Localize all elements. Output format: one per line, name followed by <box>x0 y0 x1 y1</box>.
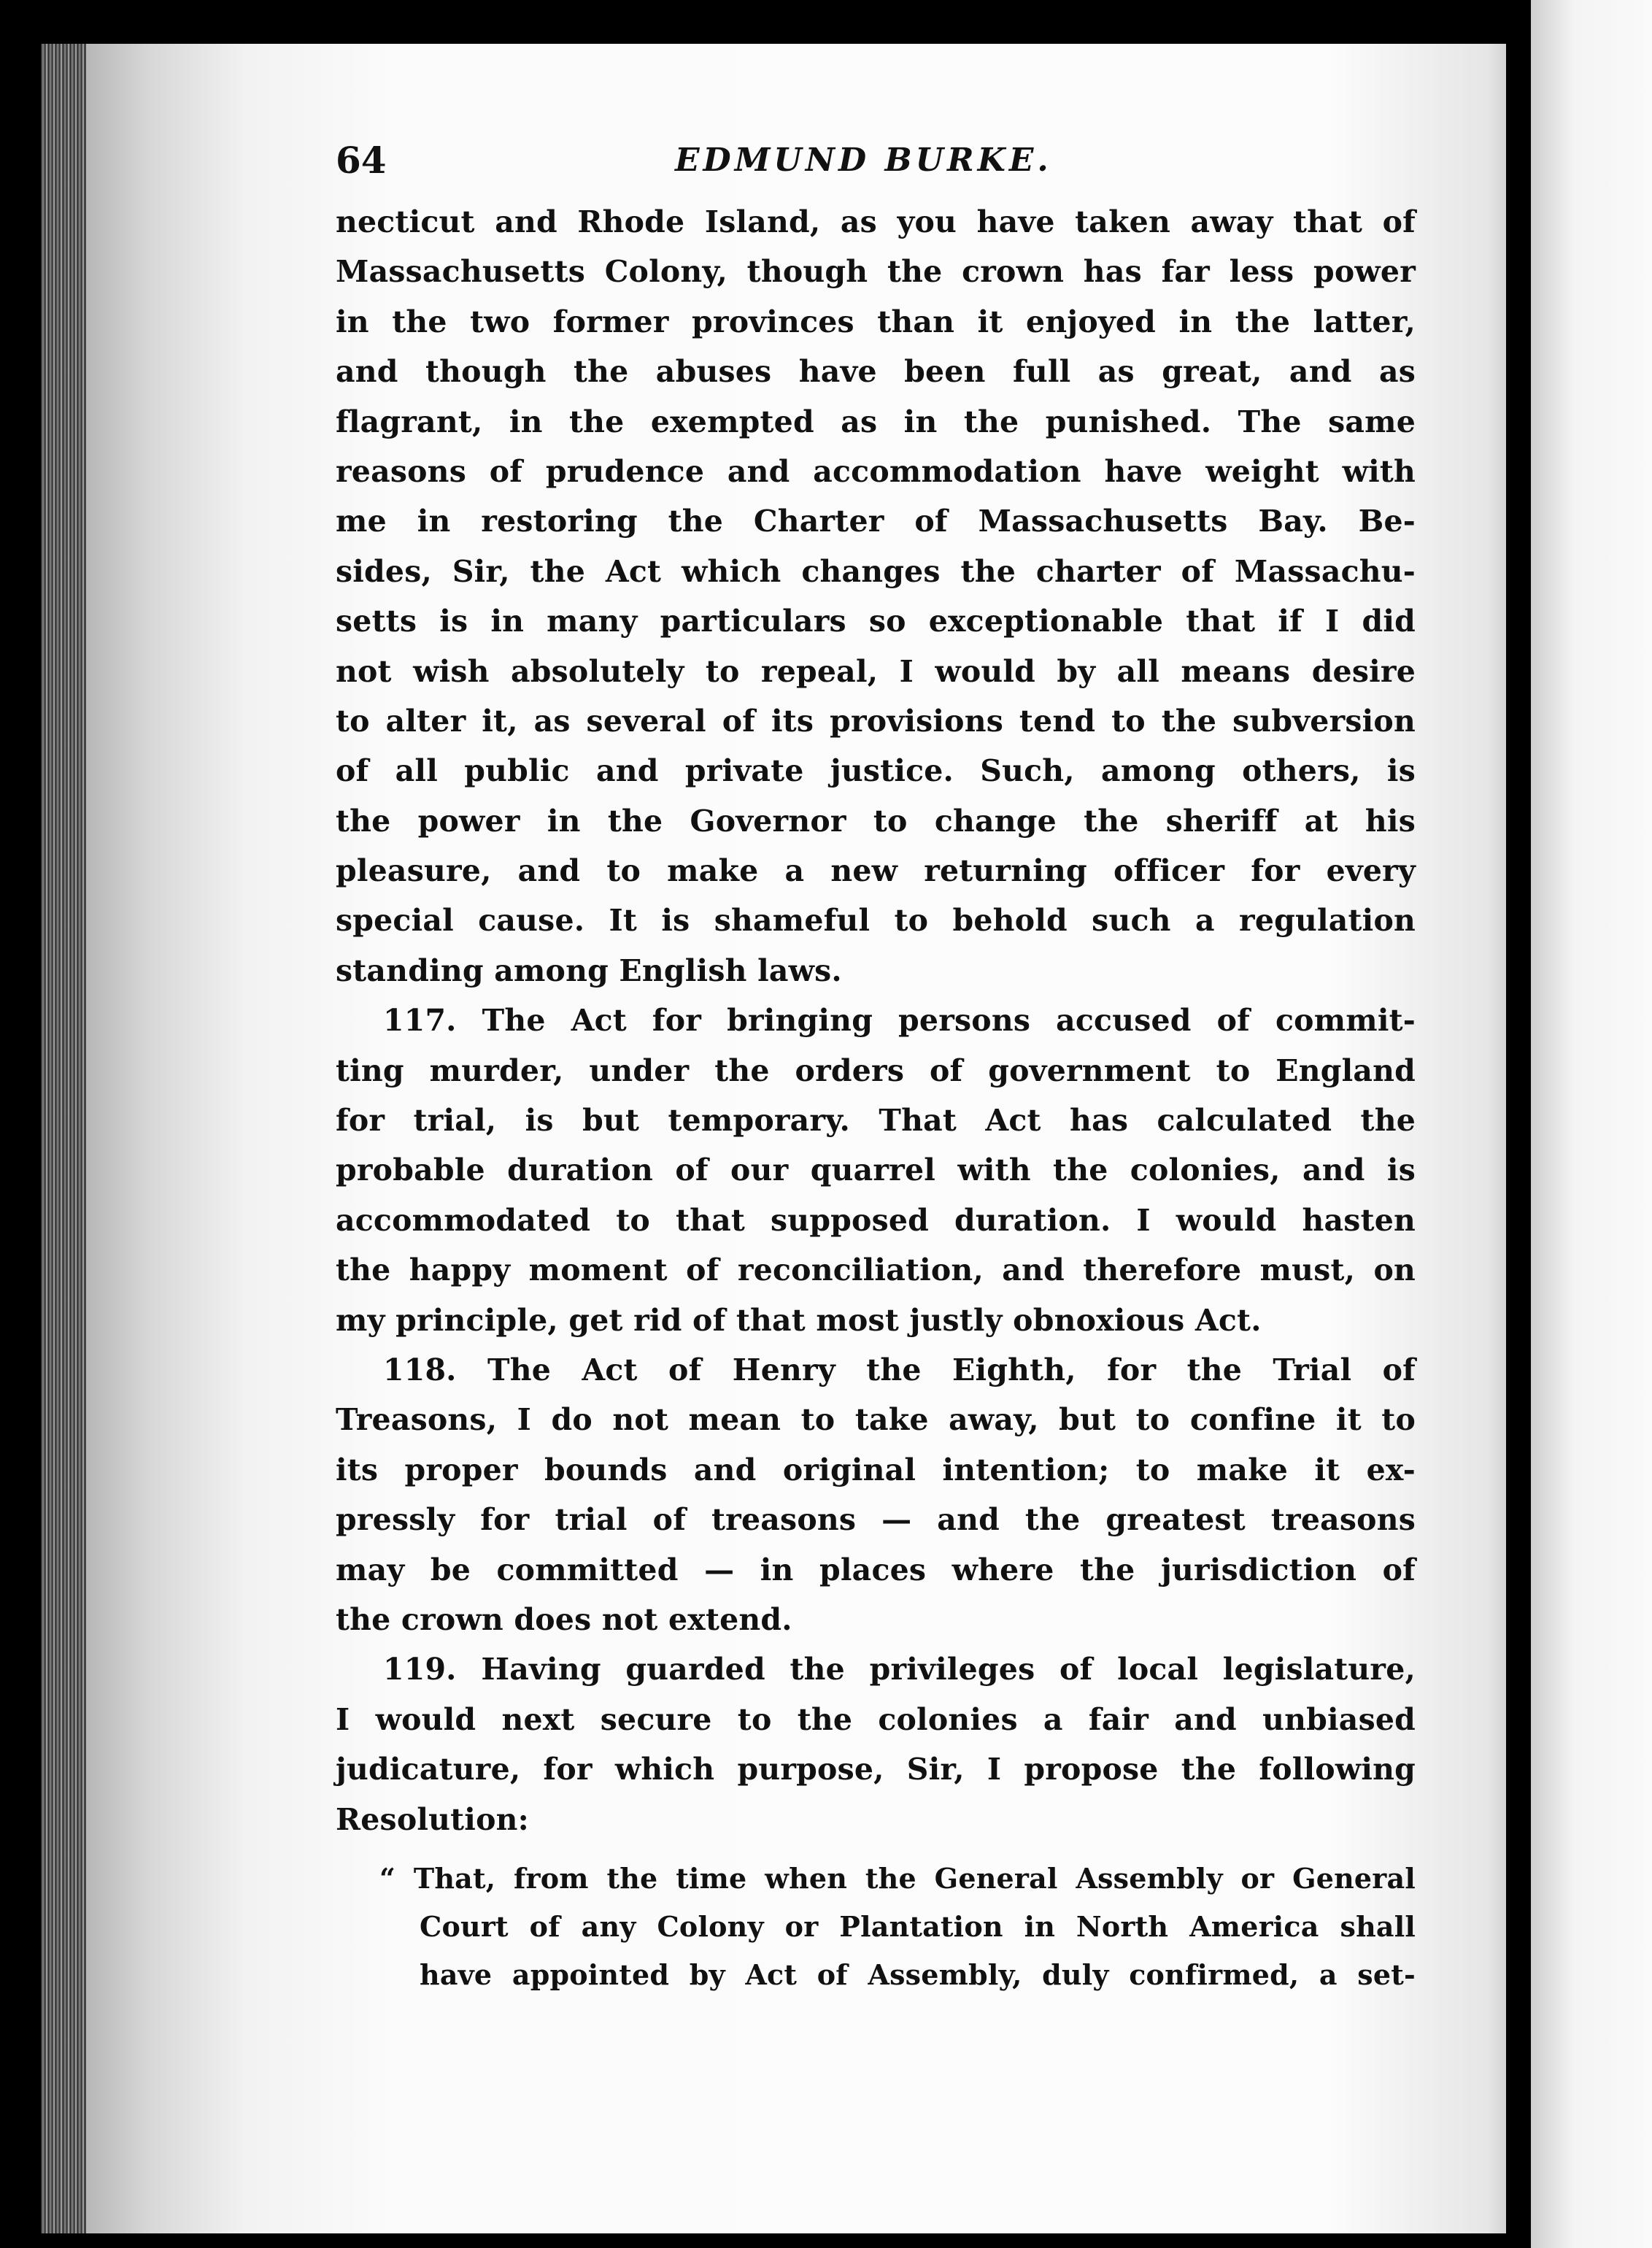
text-line: necticut and Rhode Island, as you have taken away that of <box>336 204 1416 239</box>
quote-line: “ That, from the time when the General Assembly or General <box>379 1861 1416 1895</box>
binding-gutter <box>1506 0 1531 2248</box>
resolution-quote <box>336 1855 1416 1999</box>
text-line: 119. Having guarded the privileges of local legislature, <box>383 1652 1416 1687</box>
text-line: its proper bounds and original intention; to make it ex- <box>336 1452 1416 1487</box>
text-line: Massachusetts Colony, though the crown has far less power <box>336 254 1416 290</box>
paragraph-117 <box>336 996 1416 1345</box>
text-line: accommodated to that supposed duration. I would hasten <box>336 1202 1416 1238</box>
text-line: ting murder, under the orders of government to England <box>336 1052 1416 1088</box>
page-edges <box>41 44 88 2233</box>
text-line: flagrant, in the exempted as in the punished. The same <box>336 404 1416 439</box>
text-line: my principle, get rid of that most justly obnoxious Act. <box>336 1302 1262 1338</box>
text-line: special cause. It is shameful to behold such a regulation <box>336 903 1416 939</box>
text-line: may be committed — in places where the jurisdiction of <box>336 1552 1416 1587</box>
text-line: of all public and private justice. Such, among others, is <box>336 753 1416 789</box>
text-line: not wish absolutely to repeal, I would by all means desire <box>336 653 1416 689</box>
text-line: pleasure, and to make a new returning officer for every <box>336 853 1416 889</box>
page-text <box>336 124 1416 1999</box>
running-head <box>336 124 1416 197</box>
text-line: sides, Sir, the Act which changes the charter of Massachu- <box>336 553 1416 589</box>
text-line: Resolution: <box>336 1801 529 1837</box>
text-line: judicature, for which purpose, Sir, I propose the following <box>336 1752 1416 1787</box>
text-line: 118. The Act of Henry the Eighth, for the Trial of <box>383 1352 1416 1387</box>
text-line: me in restoring the Charter of Massachusetts Bay. Be- <box>336 504 1416 539</box>
running-title: EDMUND BURKE. <box>675 142 1052 179</box>
text-line: for trial, is but temporary. That Act has calculated the <box>336 1103 1416 1139</box>
paragraph-119 <box>336 1644 1416 1844</box>
facing-page-edge <box>1531 0 1652 2248</box>
text-line: I would next secure to the colonies a fair and unbiased <box>336 1701 1416 1737</box>
text-line: in the two former provinces than it enjoyed in the latter, <box>336 304 1416 339</box>
text-line: the crown does not extend. <box>336 1601 792 1637</box>
text-line: standing among English laws. <box>336 952 842 988</box>
text-line: reasons of prudence and accommodation have weight with <box>336 453 1416 489</box>
paragraph <box>336 197 1416 996</box>
text-line: Treasons, I do not mean to take away, but to confine it to <box>336 1402 1416 1438</box>
text-line: the happy moment of reconciliation, and therefore must, on <box>336 1252 1416 1288</box>
page-number: 64 <box>336 139 387 182</box>
text-line: and though the abuses have been full as great, and as <box>336 354 1416 390</box>
text-line: 117. The Act for bringing persons accused of commit- <box>383 1003 1416 1039</box>
paragraph-118 <box>336 1345 1416 1644</box>
quote-line: Court of any Colony or Plantation in North America shall <box>420 1909 1416 1943</box>
text-line: probable duration of our quarrel with the colonies, and is <box>336 1152 1416 1188</box>
text-line: setts is in many particulars so exceptionable that if I did <box>336 604 1416 639</box>
text-line: to alter it, as several of its provisions tend to the subversion <box>336 703 1416 739</box>
quote-line: have appointed by Act of Assembly, duly confirmed, a set- <box>420 1958 1416 1991</box>
text-line: the power in the Governor to change the sheriff at his <box>336 803 1416 839</box>
text-line: pressly for trial of treasons — and the greatest treasons <box>336 1502 1416 1538</box>
